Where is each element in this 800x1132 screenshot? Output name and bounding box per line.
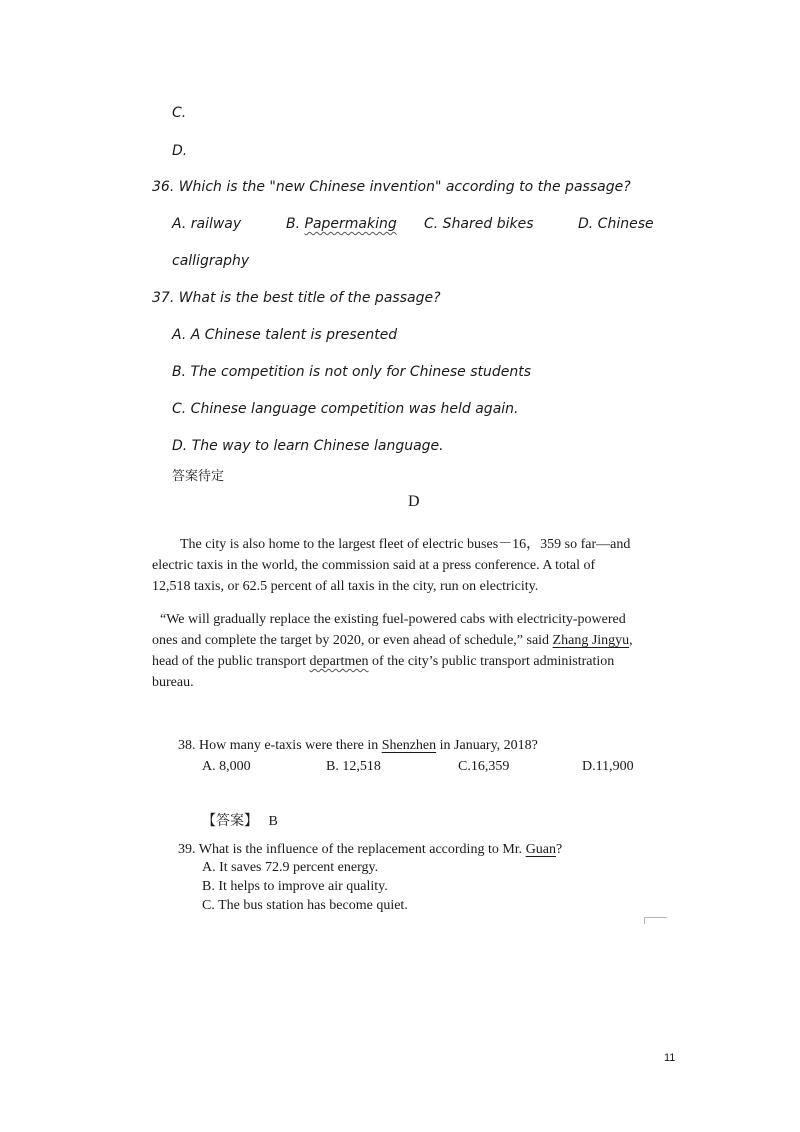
q36-option-b-prefix: B. — [286, 216, 305, 232]
q36-option-c: C. Shared bikes — [424, 216, 534, 232]
question-39 — [178, 842, 562, 858]
q36-option-d: D. Chinese — [578, 216, 654, 232]
q39-option-c: C. The bus station has become quiet. — [202, 898, 408, 913]
answer-label: 【答案】 — [202, 813, 258, 829]
q38-option-a: A. 8,000 — [202, 759, 251, 774]
option-d-tail: D. — [172, 143, 188, 159]
paragraph-1-line-3: 12,518 taxis, or 62.5 percent of all taxis in the city, run on electricity. — [152, 579, 539, 594]
passage-paragraph-1 — [152, 534, 644, 597]
q37-option-b: B. The competition is not only for Chinese students — [172, 364, 532, 380]
person-name-guan: Guan — [525, 842, 557, 857]
q37-option-d: D. The way to learn Chinese language. — [172, 438, 444, 454]
answer-line — [202, 810, 278, 830]
section-heading-d: D — [408, 493, 420, 510]
paragraph-1-line-2: electric taxis in the world, the commission said at a press conference. A total of — [152, 558, 596, 573]
page-number: 11 — [664, 1052, 676, 1064]
question-38-text-b: in January, 2018? — [436, 738, 538, 753]
paragraph-2-line-4: bureau. — [152, 675, 194, 690]
q39-option-a: A. It saves 72.9 percent energy. — [202, 860, 379, 875]
answer-value: B — [268, 814, 278, 829]
q37-option-c: C. Chinese language competition was held again. — [172, 401, 519, 417]
paragraph-2-line-1: “We will gradually replace the existing fuel-powered cabs with electricity-powered — [160, 612, 626, 627]
passage-paragraph-2 — [152, 609, 644, 693]
paragraph-2-line-2 — [152, 630, 644, 651]
q37-option-a: A. A Chinese talent is presented — [172, 327, 398, 343]
paragraph-2-line-3 — [152, 651, 644, 672]
place-name-shenzhen: Shenzhen — [381, 738, 437, 753]
paragraph-2-line-3-text-a: head of the public transport — [152, 654, 310, 669]
paragraph-2-line-2-comma: , — [629, 633, 633, 648]
answer-pending-note: 答案待定 — [172, 469, 225, 484]
q38-option-d: D.11,900 — [582, 759, 634, 774]
question-36: 36. Which is the "new Chinese invention" according to the passage? — [152, 179, 631, 195]
person-name-zhang-jingyu: Zhang Jingyu — [552, 633, 630, 648]
q38-option-b: B. 12,518 — [326, 759, 381, 774]
paragraph-1-line-1: The city is also home to the largest fleet of electric buses－16，359 so far—and — [180, 537, 631, 552]
question-38-text-a: 38. How many e-taxis were there in — [178, 738, 382, 753]
q36-option-d-continued: calligraphy — [172, 253, 250, 269]
question-38 — [178, 738, 538, 754]
q38-option-c: C.16,359 — [458, 759, 510, 774]
misspelled-word-departmen: departmen — [309, 654, 369, 669]
corner-mark — [644, 917, 667, 924]
q36-option-a: A. railway — [172, 216, 242, 232]
q39-option-b: B. It helps to improve air quality. — [202, 879, 388, 894]
question-39-text-b: ? — [556, 842, 563, 857]
q36-option-b-word: Papermaking — [304, 216, 397, 232]
question-39-text-a: 39. What is the influence of the replacement according to Mr. — [178, 842, 526, 857]
paragraph-2-line-3-text-b: of the city’s public transport administration — [368, 654, 615, 669]
option-c-tail: C. — [172, 105, 187, 121]
q36-option-b — [286, 216, 397, 232]
paragraph-2-line-2-text: ones and complete the target by 2020, or even ahead of schedule,” said — [152, 633, 553, 648]
question-37: 37. What is the best title of the passage? — [152, 290, 441, 306]
